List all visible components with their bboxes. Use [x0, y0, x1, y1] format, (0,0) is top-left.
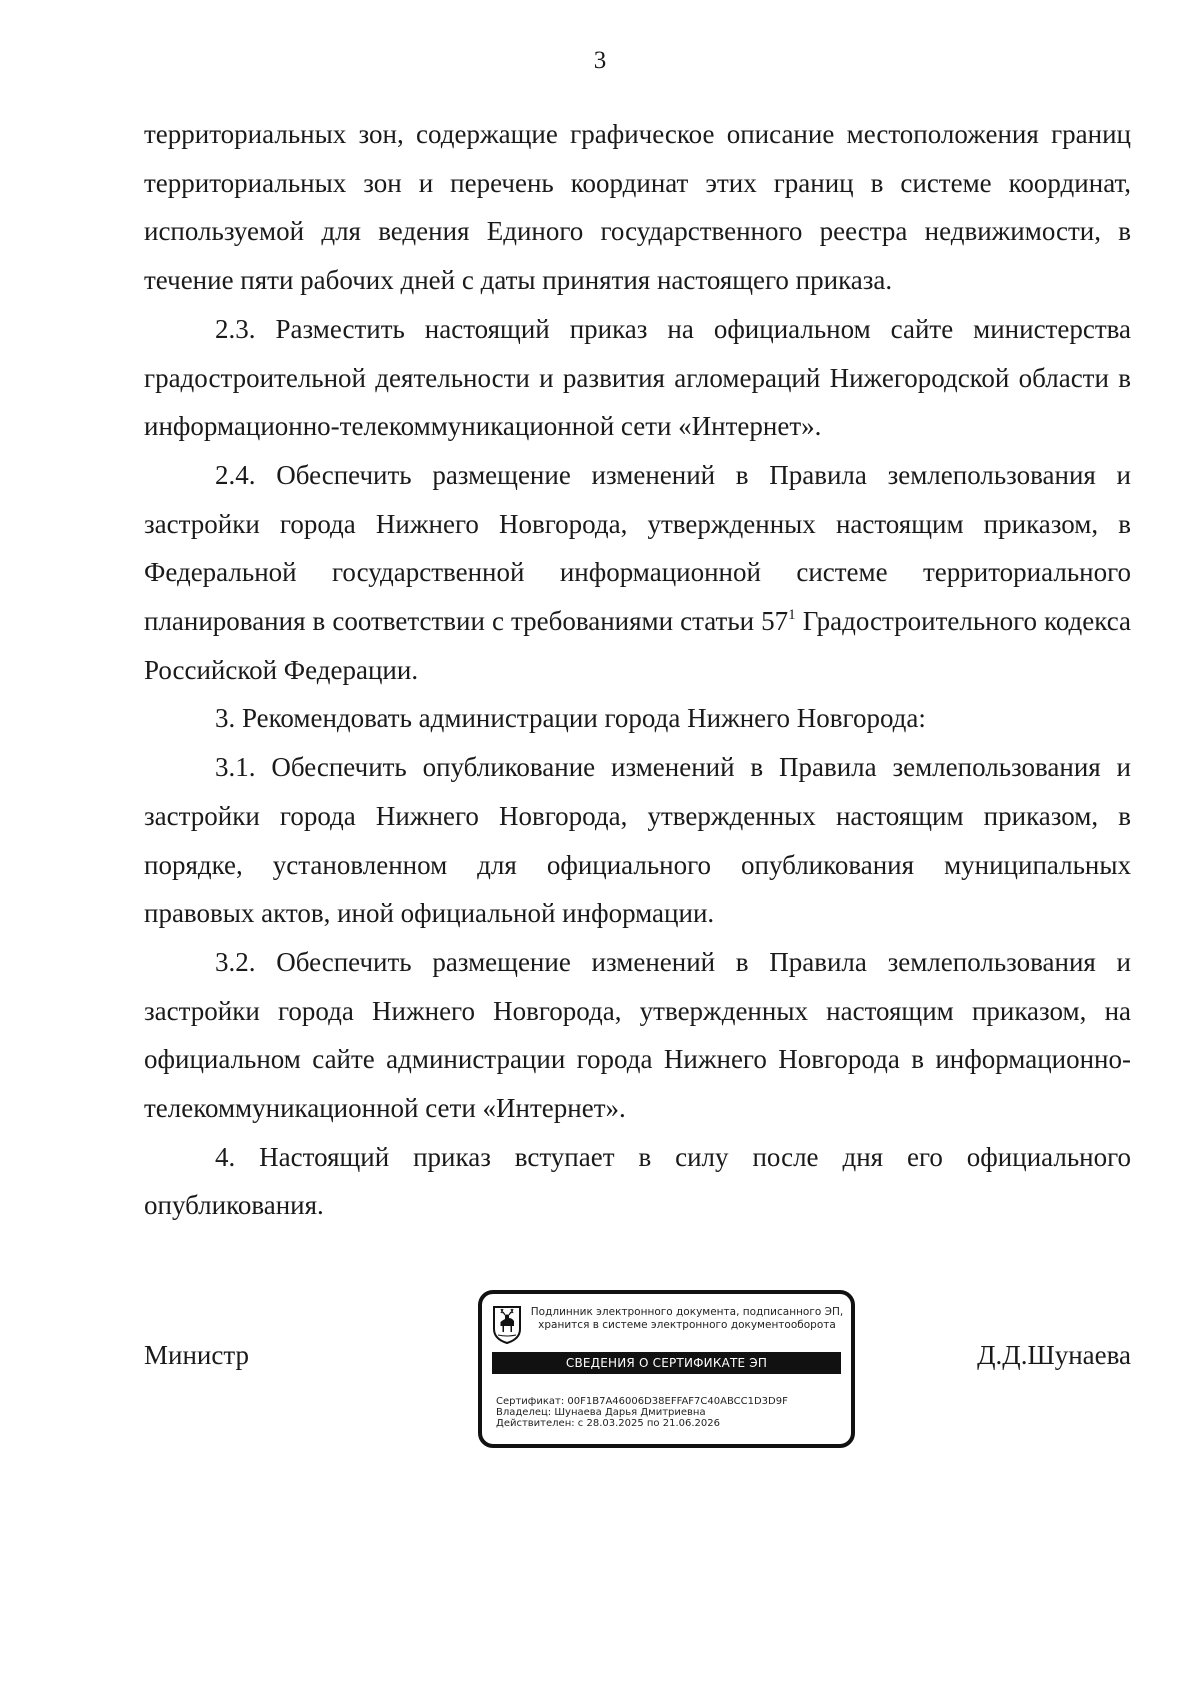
- paragraph-3-1: 3.1. Обеспечить опубликование изменений в Правила землепользования и застройки города Нижнего Новгорода, утвержденных настоящим приказом, в порядке, установленном для официального опубликования муниципальных правовых актов, иной официальной информации.: [144, 752, 1131, 929]
- stamp-header: [527, 1306, 847, 1332]
- paragraph-2-4-text-before: 2.4. Обеспечить размещение изменений в Правила землепользования и застройки города Нижнего Новгорода, утвержденных настоящим приказом, в Федеральной государственной информационной системе территориального планирования в соответствии с требованиями статьи 57: [144, 459, 1131, 637]
- paragraph-2-4: [144, 451, 1131, 695]
- paragraph-3-2: 3.2. Обеспечить размещение изменений в Правила землепользования и застройки города Нижнего Новгорода, утвержденных настоящим приказом, на официальном сайте администрации города Нижнего Новгорода в информационно-телекоммуникационной сети «Интернет».: [144, 946, 1131, 1124]
- paragraph-2-4-text-after: Градостроительного кодекса Российской Федерации.: [144, 606, 1131, 685]
- signer-name: Д.Д.Шунаева: [977, 1340, 1131, 1370]
- signer-position: Министр: [144, 1340, 249, 1370]
- paragraph-4: 4. Настоящий приказ вступает в силу после дня его официального опубликования.: [144, 1141, 1131, 1221]
- stamp-certificate-number: Сертификат: 00F1B7A46006D38EFFAF7C40ABCC1D3D9F: [496, 1396, 788, 1407]
- paragraph-continuation: территориальных зон, содержащие графическое описание местоположения границ территориальных зон и перечень координат этих границ в системе координат, используемой для ведения Единого государственного реестра недвижимости, в течение пяти рабочих дней с даты принятия настоящего приказа.: [144, 119, 1131, 296]
- stamp-certificate-details: [496, 1396, 841, 1430]
- page-number: 3: [593, 47, 607, 74]
- stamp-header-line-2: хранится в системе электронного документооборота: [538, 1319, 836, 1331]
- deer-coat-of-arms-icon: [492, 1305, 522, 1345]
- stamp-title-bar: СВЕДЕНИЯ О СЕРТИФИКАТЕ ЭП: [492, 1352, 841, 1374]
- stamp-owner: Владелец: Шунаева Дарья Дмитриевна: [496, 1407, 706, 1419]
- paragraph-2-3: 2.3. Разместить настоящий приказ на официальном сайте министерства градостроительной деятельности и развития агломераций Нижегородской области в информационно-телекоммуникационной сети «Интернет».: [144, 313, 1131, 442]
- stamp-header-line-1: Подлинник электронного документа, подписанного ЭП,: [530, 1306, 844, 1318]
- electronic-signature-stamp: [478, 1290, 855, 1448]
- stamp-validity: Действителен: с 28.03.2025 по 21.06.2026: [496, 1418, 720, 1430]
- superscript-article: 1: [788, 607, 796, 624]
- paragraph-3: 3. Рекомендовать администрации города Нижнего Новгорода:: [215, 703, 926, 734]
- document-body: [144, 110, 1131, 1230]
